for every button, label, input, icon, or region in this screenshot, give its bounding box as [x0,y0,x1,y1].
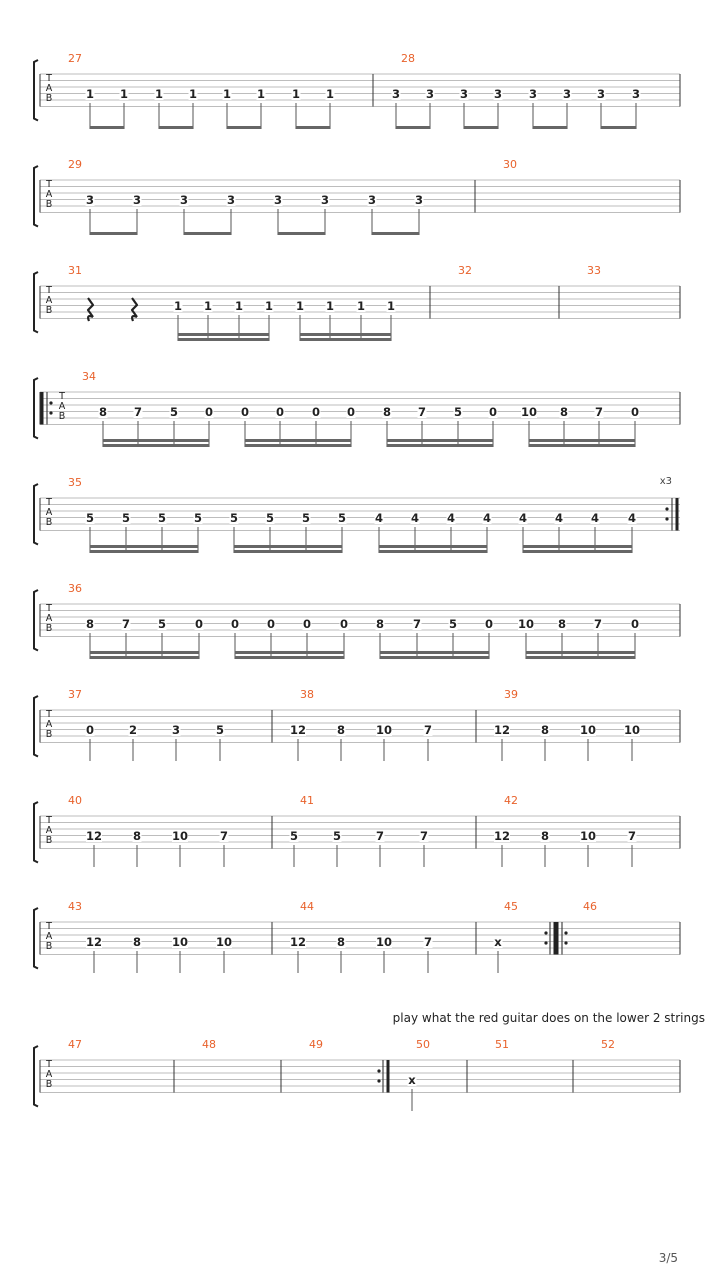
beam [103,444,209,447]
fret-number: 12 [85,935,103,949]
fret-number: 8 [132,935,142,949]
fret-number: 8 [557,617,567,631]
beam-secondary [300,333,391,336]
beam [90,126,124,129]
repeat-dot [49,401,52,404]
fret-number: 7 [412,617,422,631]
fret-number: 5 [169,405,179,419]
fret-number: 12 [493,723,511,737]
beam [234,550,342,553]
beam [296,126,330,129]
tab-clef-letter: A [45,295,53,306]
fret-number: 3 [391,87,401,101]
fret-number: 1 [356,299,366,313]
fret-number: 1 [386,299,396,313]
beam-secondary [379,545,487,548]
fret-number: 3 [631,87,641,101]
beam [227,126,261,129]
tab-system [34,264,680,341]
beam [533,126,567,129]
measure-number: 32 [458,264,472,277]
beam [379,550,487,553]
fret-number: 5 [121,511,131,525]
tab-clef-letter: T [46,1059,52,1070]
repeat-dot [564,931,567,934]
measure-number: 51 [495,1038,509,1051]
fret-number: 5 [157,617,167,631]
beam [380,656,489,659]
tab-clef-letter: T [46,709,52,720]
measure-number: 39 [504,688,518,701]
fret-number: 3 [562,87,572,101]
fret-number: 3 [320,193,330,207]
tab-clef-letter: T [46,179,52,190]
tab-clef-letter: B [45,623,53,634]
fret-number: 5 [265,511,275,525]
fret-number: 0 [266,617,276,631]
fret-number: 2 [128,723,138,737]
quarter-rest-icon [132,298,137,321]
fret-number: 1 [256,87,266,101]
tab-clef-letter: B [45,729,53,740]
beam-secondary [90,651,199,654]
fret-number: 0 [339,617,349,631]
fret-number: 1 [119,87,129,101]
fret-number: 1 [234,299,244,313]
tab-clef-letter: T [46,603,52,614]
fret-number: 12 [289,935,307,949]
fret-number: 7 [219,829,229,843]
tab-clef-letter: A [45,189,53,200]
fret-number: 10 [375,935,393,949]
beam-secondary [178,333,269,336]
beam-secondary [523,545,632,548]
fret-number: 1 [154,87,164,101]
fret-number: 7 [121,617,131,631]
tab-clef-letter: A [45,825,53,836]
repeat-dot [665,507,668,510]
fret-number: 7 [423,935,433,949]
beam [529,444,635,447]
repeat-dot [377,1069,380,1072]
beam [601,126,636,129]
repeat-dot [49,411,52,414]
tab-clef-letter: A [45,1069,53,1080]
system-brace [34,696,38,757]
fret-number: 4 [374,511,384,525]
fret-number: 3 [528,87,538,101]
fret-number: 3 [596,87,606,101]
beam-secondary [103,439,209,442]
fret-number: 5 [157,511,167,525]
fret-number: 4 [410,511,420,525]
fret-number: 5 [289,829,299,843]
fret-number: 5 [448,617,458,631]
tab-clef-letter: B [45,941,53,952]
fret-number: 10 [171,829,189,843]
measure-number: 41 [300,794,314,807]
quarter-rest-icon [88,298,93,321]
measure-number: 49 [309,1038,323,1051]
fret-number: 1 [325,299,335,313]
measure-number: 50 [416,1038,430,1051]
fret-number: 10 [579,829,597,843]
tab-clef-letter: A [45,83,53,94]
dead-note: x [408,1073,416,1087]
system-brace [34,1046,38,1107]
tab-clef-letter: T [46,497,52,508]
fret-number: 1 [325,87,335,101]
tab-system [34,688,680,761]
beam-secondary [234,545,342,548]
performance-annotation: play what the red guitar does on the lower 2 strings [392,1011,705,1025]
fret-number: 0 [630,405,640,419]
fret-number: 3 [179,193,189,207]
fret-number: 1 [188,87,198,101]
beam-secondary [526,651,635,654]
fret-number: 7 [375,829,385,843]
fret-number: 3 [85,193,95,207]
fret-number: 5 [85,511,95,525]
tab-clef-letter: T [46,921,52,932]
measure-number: 46 [583,900,597,913]
tab-system [34,476,680,553]
fret-number: 8 [132,829,142,843]
tab-clef-letter: B [58,411,66,422]
fret-number: 0 [85,723,95,737]
beam-secondary [235,651,344,654]
fret-number: 10 [517,617,535,631]
tab-system [34,370,680,447]
fret-number: 5 [301,511,311,525]
fret-number: 5 [332,829,342,843]
system-brace [34,908,38,969]
fret-number: 10 [375,723,393,737]
tab-system [34,158,680,235]
tab-clef-letter: T [46,73,52,84]
dead-note: x [494,935,502,949]
measure-number: 30 [503,158,517,171]
fret-number: 3 [493,87,503,101]
beam [526,656,635,659]
page-number: 3/5 [658,1251,678,1265]
fret-number: 3 [367,193,377,207]
fret-number: 8 [98,405,108,419]
tab-clef-letter: B [45,835,53,846]
measure-number: 38 [300,688,314,701]
measure-number: 36 [68,582,82,595]
system-brace [34,166,38,227]
repeat-count: x3 [659,476,672,487]
tab-systems [34,52,680,1111]
fret-number: 5 [215,723,225,737]
repeat-dot [564,941,567,944]
fret-number: 10 [171,935,189,949]
fret-number: 3 [171,723,181,737]
fret-number: 12 [493,829,511,843]
measure-number: 35 [68,476,82,489]
system-brace [34,272,38,333]
fret-number: 8 [85,617,95,631]
tab-clef-letter: B [45,305,53,316]
beam [90,550,198,553]
fret-number: 0 [275,405,285,419]
tab-system [34,582,680,659]
tab-system [34,900,680,973]
fret-number: 0 [302,617,312,631]
repeat-dot [377,1079,380,1082]
fret-number: 7 [133,405,143,419]
repeat-dot [665,517,668,520]
beam-secondary [90,545,198,548]
beam-secondary [387,439,493,442]
fret-number: 0 [311,405,321,419]
fret-number: 4 [554,511,564,525]
tab-clef-letter: B [45,93,53,104]
fret-number: 7 [627,829,637,843]
fret-number: 3 [459,87,469,101]
fret-number: 7 [419,829,429,843]
beam [278,232,325,235]
fret-number: 12 [85,829,103,843]
fret-number: 4 [446,511,456,525]
fret-number: 8 [375,617,385,631]
beam-secondary [380,651,489,654]
tab-clef-letter: A [45,719,53,730]
beam [178,338,269,341]
repeat-dot [544,931,547,934]
system-brace [34,802,38,863]
measure-number: 43 [68,900,82,913]
system-brace [34,484,38,545]
measure-number: 47 [68,1038,82,1051]
fret-number: 1 [85,87,95,101]
tab-system [34,1038,680,1111]
system-brace [34,590,38,651]
fret-number: 0 [630,617,640,631]
beam [523,550,632,553]
beam [387,444,493,447]
fret-number: 7 [593,617,603,631]
tab-clef-letter: B [45,517,53,528]
fret-number: 1 [222,87,232,101]
measure-number: 31 [68,264,82,277]
fret-number: 1 [264,299,274,313]
fret-number: 10 [215,935,233,949]
beam [396,126,430,129]
fret-number: 3 [273,193,283,207]
fret-number: 7 [594,405,604,419]
fret-number: 10 [623,723,641,737]
fret-number: 3 [425,87,435,101]
measure-number: 42 [504,794,518,807]
measure-number: 33 [587,264,601,277]
tab-clef-letter: T [46,815,52,826]
beam [90,232,137,235]
fret-number: 0 [204,405,214,419]
beam [245,444,351,447]
fret-number: 5 [229,511,239,525]
measure-number: 40 [68,794,82,807]
fret-number: 3 [226,193,236,207]
fret-number: 7 [423,723,433,737]
fret-number: 0 [484,617,494,631]
measure-number: 34 [82,370,96,383]
fret-number: 0 [488,405,498,419]
fret-number: 5 [453,405,463,419]
beam-secondary [529,439,635,442]
measure-number: 27 [68,52,82,65]
fret-number: 4 [518,511,528,525]
fret-number: 10 [579,723,597,737]
fret-number: 3 [414,193,424,207]
fret-number: 4 [627,511,637,525]
measure-number: 44 [300,900,314,913]
fret-number: 8 [336,935,346,949]
fret-number: 8 [382,405,392,419]
fret-number: 4 [482,511,492,525]
beam [184,232,231,235]
tab-clef-letter: B [45,1079,53,1090]
beam [159,126,193,129]
beam [300,338,391,341]
system-brace [34,60,38,121]
measure-number: 48 [202,1038,216,1051]
tab-system [34,794,680,867]
fret-number: 8 [540,723,550,737]
tab-clef-letter: T [46,285,52,296]
fret-number: 8 [559,405,569,419]
fret-number: 4 [590,511,600,525]
beam [464,126,498,129]
system-brace [34,378,38,439]
repeat-dot [544,941,547,944]
measure-number: 37 [68,688,82,701]
tab-clef-letter: A [58,401,66,412]
tab-clef-letter: A [45,931,53,942]
fret-number: 3 [132,193,142,207]
tab-clef-letter: A [45,613,53,624]
tab-clef-letter: A [45,507,53,518]
fret-number: 5 [337,511,347,525]
tab-system [34,52,680,129]
fret-number: 8 [540,829,550,843]
tab-clef-letter: B [45,199,53,210]
beam-secondary [245,439,351,442]
fret-number: 8 [336,723,346,737]
measure-number: 29 [68,158,82,171]
measure-number: 52 [601,1038,615,1051]
beam [90,656,199,659]
fret-number: 0 [346,405,356,419]
fret-number: 10 [520,405,538,419]
fret-number: 1 [203,299,213,313]
measure-number: 45 [504,900,518,913]
measure-number: 28 [401,52,415,65]
beam [235,656,344,659]
tab-clef-letter: T [59,391,65,402]
fret-number: 12 [289,723,307,737]
fret-number: 5 [193,511,203,525]
fret-number: 0 [194,617,204,631]
fret-number: 0 [230,617,240,631]
fret-number: 7 [417,405,427,419]
beam [372,232,419,235]
fret-number: 1 [295,299,305,313]
fret-number: 1 [291,87,301,101]
fret-number: 1 [173,299,183,313]
fret-number: 0 [240,405,250,419]
